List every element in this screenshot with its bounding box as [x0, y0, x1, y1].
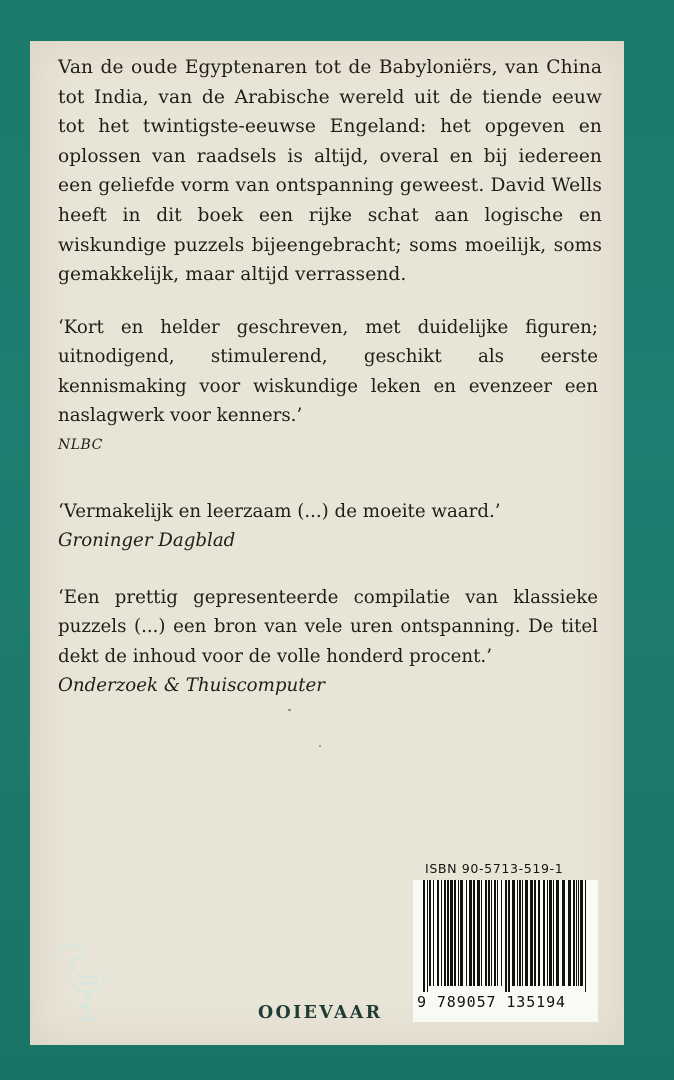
- publisher-name: OOIEVAAR: [258, 1003, 383, 1023]
- barcode-bar: [534, 880, 536, 986]
- review-quote-2: [58, 497, 598, 556]
- barcode: [413, 880, 598, 993]
- review-quote-2-source: Groninger Dagblad: [58, 530, 236, 552]
- barcode-bar: [519, 880, 521, 986]
- barcode-bar: [444, 880, 446, 986]
- barcode-bar: [538, 880, 540, 986]
- barcode-bar: [477, 880, 480, 986]
- barcode-bar: [433, 880, 434, 986]
- barcode-bar: [568, 880, 571, 986]
- barcode-bar: [530, 880, 533, 986]
- book-blurb: Van de oude Egyptenaren tot de Babyloniërs, van China tot India, van de Arabische wereld uit de tiende eeuw tot het twintigste-eeuwse Engeland: het opgeven en oplossen van raadsels is altijd, overal en bij iedereen een geliefde vorm van ontspanning geweest. David Wells heeft in dit boek een rijke schat aan logische en wiskundige puzzels bijeengebracht; soms moeilijk, soms gemakkelijk, maar altijd verrassend.: [58, 57, 602, 286]
- barcode-bar: [578, 880, 579, 986]
- barcode-bar: [562, 880, 565, 986]
- barcode-bar: [491, 880, 492, 986]
- barcode-bar: [580, 880, 583, 986]
- review-quote-1-source: NLBC: [58, 436, 103, 453]
- barcode-bar: [522, 880, 523, 986]
- review-quote-1: [58, 313, 598, 460]
- barcode-bar: [585, 880, 586, 993]
- barcode-bars: [421, 880, 593, 993]
- barcode-bar: [466, 880, 467, 986]
- review-quote-3-text: ‘Een prettig gepresenteerde compilatie van klassieke puzzels (...) een bron van vele uren ontspanning. De titel dekt de inhoud voor de volle honderd procent.’: [58, 587, 598, 667]
- barcode-bar: [454, 880, 456, 986]
- barcode-bar: [494, 880, 496, 986]
- stork-logo-icon: [52, 933, 116, 1029]
- barcode-bar: [441, 880, 442, 986]
- barcode-bar: [469, 880, 472, 986]
- barcode-bar: [505, 880, 507, 993]
- barcode-bar: [450, 880, 453, 986]
- barcode-bar: [429, 880, 431, 986]
- barcode-bar: [473, 880, 475, 986]
- barcode-bar: [553, 880, 554, 986]
- paper-speck: [288, 709, 291, 711]
- barcode-bar: [458, 880, 459, 986]
- barcode-bar: [427, 880, 428, 993]
- isbn-label: ISBN 90-5713-519-1: [425, 861, 564, 876]
- barcode-bar: [488, 880, 490, 986]
- barcode-bar: [508, 880, 510, 993]
- barcode-bar: [460, 880, 463, 986]
- barcode-bar: [501, 880, 502, 986]
- barcode-bar: [525, 880, 528, 986]
- barcode-bar: [481, 880, 482, 986]
- barcode-bar: [423, 880, 425, 993]
- barcode-bar: [512, 880, 515, 986]
- barcode-bar: [437, 880, 439, 986]
- review-quote-1-text: ‘Kort en helder geschreven, met duidelijke figuren; uitnodigend, stimulerend, geschikt als eerste kennismaking voor wiskundige leken en evenzeer een naslagwerk voor kenners.’: [58, 317, 598, 427]
- barcode-bar: [447, 880, 449, 986]
- barcode-bar: [576, 880, 577, 986]
- barcode-bar: [485, 880, 487, 986]
- barcode-bar: [517, 880, 518, 986]
- review-quote-2-text: ‘Vermakelijk en leerzaam (...) de moeite waard.’: [58, 501, 501, 522]
- paper-speck: [319, 745, 321, 747]
- barcode-bar: [543, 880, 545, 986]
- review-quote-3-source: Onderzoek & Thuiscomputer: [58, 675, 326, 697]
- barcode-bar: [573, 880, 575, 986]
- barcode-digits: 9 789057 135194: [413, 992, 598, 1022]
- barcode-bar: [556, 880, 559, 986]
- barcode-bar: [497, 880, 498, 986]
- barcode-bar: [547, 880, 548, 986]
- review-quote-3: [58, 583, 598, 701]
- barcode-bar: [549, 880, 552, 986]
